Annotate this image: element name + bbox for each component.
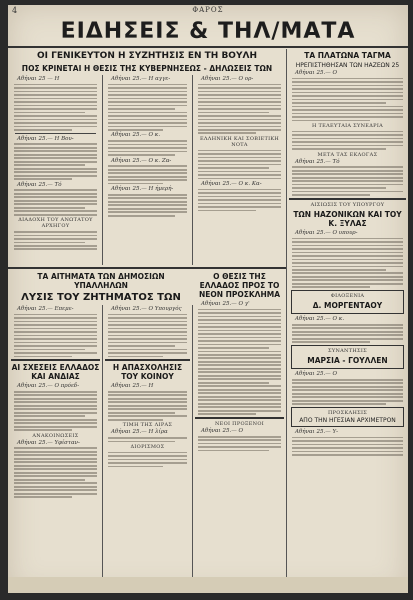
article-text	[292, 166, 403, 196]
article-text	[198, 309, 281, 415]
divider	[195, 417, 284, 419]
divider	[11, 359, 100, 361]
headline: ΤΑ ΠΛΑΤΩΝΑ ΤΑΓΜΑ	[304, 51, 391, 60]
page-bottom-margin	[8, 577, 408, 593]
paper-name: ΦΑΡΟΣ	[192, 6, 224, 14]
lower-headline-block	[11, 270, 191, 304]
section-title: ΕΙΔΗΣΕΙΣ & ΤΗΛ/ΜΑΤΑ	[60, 19, 356, 44]
subhead: ΜΕΤΑ ΤΑΣ ΕΚΛΟΓΑΣ	[317, 151, 378, 158]
headline: Ο ΘΕΣΙΣ ΤΗΣ ΕΛΛΑΔΟΣ ΠΡΟΣ ΤΟ ΝΕΟΝ ΠΡΟΣΚΛΗΜΑ	[198, 272, 281, 299]
column-2	[105, 75, 190, 265]
subhead: ΔΙΟΡΙΣΜΟΣ	[130, 444, 165, 450]
boxed-notice	[291, 345, 404, 369]
dateline: Αθήναι 25.— Η αγγε-	[111, 76, 171, 82]
divider	[289, 198, 406, 200]
article-text	[14, 314, 97, 358]
article-text	[292, 379, 403, 405]
headline: ΤΑ ΑΙΤΗΜΑΤΑ ΤΩΝ ΔΗΜΟΣΙΩΝ ΥΠΑΛΛΗΛΩΝ	[37, 272, 165, 290]
article-text	[108, 194, 187, 217]
right-column	[289, 49, 406, 577]
article-text	[14, 231, 97, 250]
dateline: Αθήναι 25.— Ο ορ-	[201, 76, 254, 82]
boxed-notice	[291, 407, 404, 427]
article-text	[108, 437, 187, 442]
dateline: Αθήναι 25.— Ο κ.	[111, 132, 161, 139]
subhead: ΝΕΟΙ ΠΡΟΞΕΝΟΙ	[214, 421, 265, 428]
dateline: Αθήναι 25.— Επεμε-	[17, 306, 74, 312]
newspaper-page	[8, 5, 408, 593]
column-rule	[192, 75, 193, 265]
page-header	[8, 5, 408, 19]
box-title: ΦΙΛΟΞΕΝΙΑ	[330, 293, 365, 300]
headline: ΑΙ ΣΧΕΣΕΙΣ ΕΛΛΑΔΟΣ ΚΑΙ ΑΝΔΙΑΣ	[11, 363, 100, 382]
article-text	[108, 84, 187, 131]
lead-headline: ΟΙ ΓΕΝΙΚΕΥΤΟΝ Η ΣΥΖΗΤΗΣΙΣ ΕΝ ΤΗ ΒΟΥΛΗ	[37, 51, 257, 61]
article-text	[198, 150, 281, 180]
lead-subheadline: ΠΟΣ ΚΡΙΝΕΤΑΙ Η ΘΕΣΙΣ ΤΗΣ ΚΥΒΕΡΝΗΣΕΩΣ - ΔΗΛΩΣΕΙΣ ΤΩΝ	[21, 64, 273, 73]
box-sub: ΑΠΟ ΤΗΝ ΗΓΕΣΙΑΝ ΑΡΧΙΜΕΤΡΟΝ	[299, 416, 396, 424]
article-text	[14, 391, 97, 431]
column-rule	[102, 75, 103, 265]
dateline: Αθήναι 25.— Ο υπουρ-	[295, 229, 358, 236]
boxed-notice	[291, 290, 404, 314]
dateline: Αθήναι 25.— Ο	[201, 428, 244, 435]
article-text	[292, 78, 403, 122]
dateline: Αθήναι 25.— Ο κ. Κα-	[201, 181, 262, 187]
article-text	[14, 143, 97, 180]
dateline: Αθήναι 25.— Η	[111, 383, 154, 390]
dateline: Αθήναι 25.— Τό	[295, 158, 340, 165]
article-text	[198, 84, 281, 135]
article-text	[292, 324, 403, 343]
dateline: Αθήναι 25.— Ο γ'	[201, 301, 250, 307]
column-1	[11, 75, 100, 265]
dateline: Αθήναι 25.— Ο	[295, 371, 338, 378]
lower-column-3	[195, 270, 284, 577]
article-text	[292, 131, 403, 150]
article-text	[108, 165, 187, 184]
subhead: ΔΙΑΔΟΧΗ ΤΟΥ ΑΝΩΤΑΤΟΥ ΑΡΧΗΓΟΥ	[18, 217, 93, 230]
dateline: Αθήναι 25.— Η ήμερή-	[111, 186, 174, 193]
dateline: Αθήναι 25 — Η	[17, 76, 60, 82]
box-title: ΠΡΟΣΚΛΗΣΙΣ	[327, 409, 368, 416]
dateline: Αθήναι 25.— Η Βου-	[17, 135, 74, 142]
column-rule	[102, 305, 103, 577]
dateline: Αθήναι 25.— Υ-	[295, 428, 339, 435]
article-text	[198, 436, 281, 452]
subhead: ΑΝΑΚΟΙΝΩΣΕΙΣ	[32, 432, 79, 439]
dateline: Αθήναι 25.— Ο πρόεδ-	[17, 383, 80, 390]
divider	[15, 133, 96, 134]
article-text	[14, 447, 97, 498]
article-text	[108, 391, 187, 421]
article-text	[14, 84, 97, 131]
article-text	[108, 140, 187, 156]
dateline: Αθήναι 25.— Ο	[295, 70, 338, 76]
headline: Η ΑΠΑΣΧΟΛΗΣΙΣ ΤΟΥ ΚΟΙΝΟΥ	[112, 363, 183, 382]
dateline: Αθήναι 25.— Ο Υπουργός	[111, 306, 182, 312]
section-rule	[8, 267, 286, 269]
box-title: ΣΥΝΑΝΤΗΣΙΣ	[328, 348, 367, 355]
headline: ΤΩΝ ΗΑΖΟΝΙΚΩΝ ΚΑΙ ΤΟΥ Κ. ΞΥΛΑΣ	[293, 209, 402, 228]
dateline: Αθήναι 25.— Τό	[17, 181, 62, 188]
article-text	[292, 238, 403, 289]
article-text	[108, 314, 187, 358]
article-text	[14, 189, 97, 215]
subheadline: ΛΥΣΙΣ ΤΟΥ ΖΗΤΗΜΑΤΟΣ ΤΩΝ	[21, 292, 181, 303]
subhead: Η ΤΕΛΕΥΤΑΙΑ ΣΥΝΕΔΡΙΑ	[311, 122, 384, 129]
subhead: ΑΙΣΙΩΣΙΣ ΤΟΥ ΥΠΟΥΡΓΟΥ	[310, 201, 385, 208]
dateline: Αθήναι 25.— Ο κ. Ζα-	[111, 157, 172, 164]
lead-headline-block	[12, 49, 282, 73]
box-name: Δ. ΜΟΡΓΕΝΤΑΟΥ	[312, 301, 383, 311]
lower-column-1	[11, 305, 100, 577]
box-name: ΜΑΡΣΙΑ - ΓΟΥΛΛΕΝ	[307, 356, 388, 366]
article-text	[198, 189, 281, 212]
subhead: ΤΙΜΗ ΤΗΣ ΛΙΡΑΣ	[122, 422, 173, 429]
column-rule	[192, 305, 193, 577]
dateline: Αθήναι 25.— Ο κ.	[295, 316, 345, 323]
column-3	[195, 75, 284, 265]
divider	[105, 359, 190, 361]
page-number: 4	[12, 6, 18, 15]
article-text	[108, 452, 187, 468]
dateline: Αθήναι 25.— Υφίσταν-	[17, 439, 80, 446]
subheadline: ΗΡΕΠΙΣΤΗΘΗΣΑΝ ΤΩΝ ΗΑΖΕΩΝ 25	[295, 62, 400, 69]
dateline: Αθήναι 25.— Η λίρα	[111, 429, 168, 436]
article-text	[292, 437, 403, 456]
column-rule	[286, 49, 287, 577]
subhead: ΕΛΛΗΝΙΚΗ ΚΑΙ ΣΟΒΙΕΤΙΚΗ ΝΟΤΑ	[199, 135, 280, 148]
masthead-rule	[8, 46, 408, 48]
lower-column-2	[105, 305, 190, 577]
